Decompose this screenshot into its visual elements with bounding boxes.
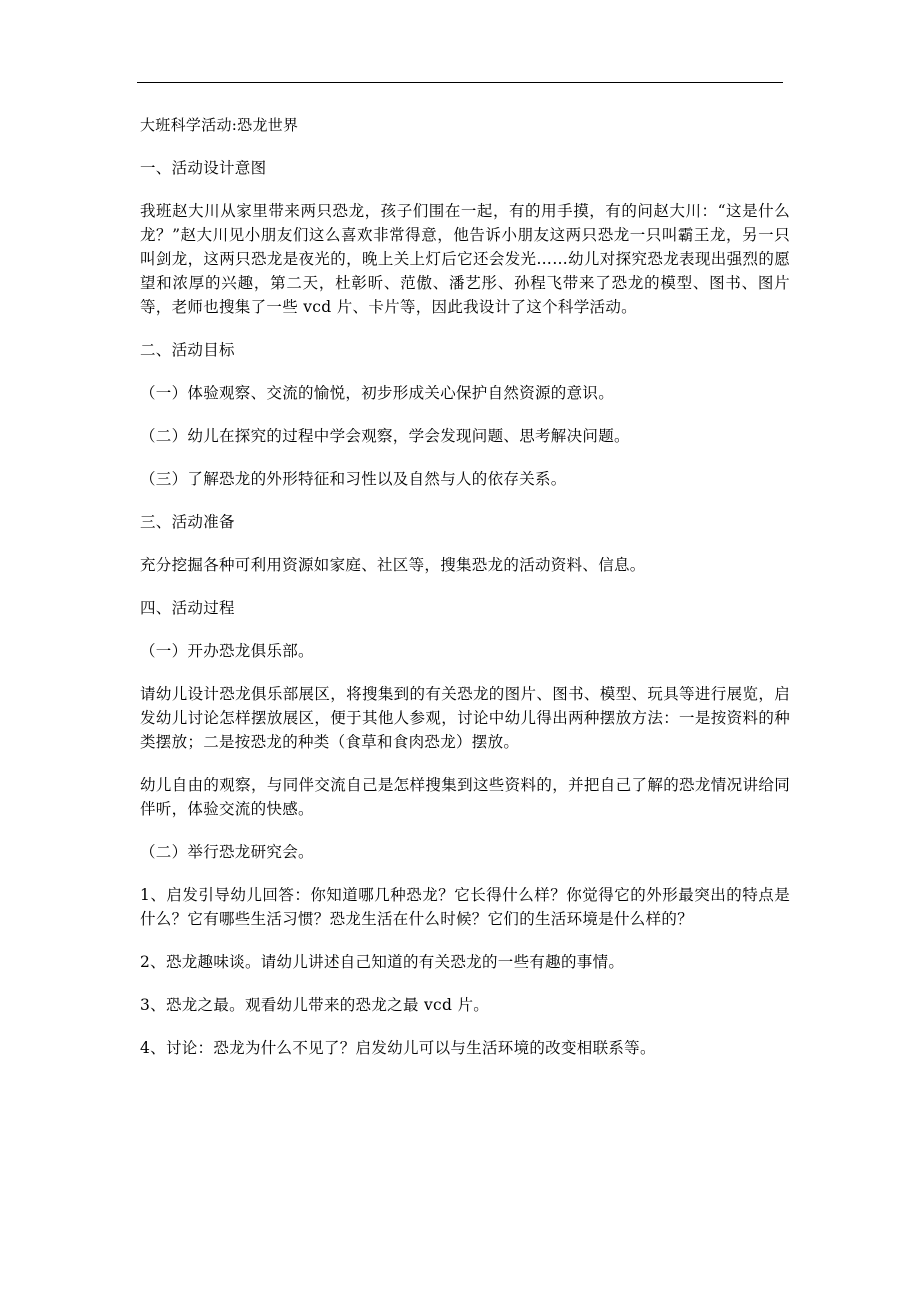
process-list-item: 2、恐龙趣味谈。请幼儿讲述自己知道的有关恐龙的一些有趣的事情。 [140,953,625,971]
document-title: 大班科学活动:恐龙世界 [140,116,299,134]
process-paragraph: 幼儿自由的观察，与同伴交流自己是怎样搜集到这些资料的，并把自己了解的恐龙情况讲给同伴听，体验交流的快感。 [140,776,790,818]
design-intent-paragraph: 我班赵大川从家里带来两只恐龙，孩子们围在一起，有的用手摸，有的问赵大川：“这是什么龙？”赵大川见小朋友们这么喜欢非常得意，他告诉小朋友这两只恐龙一只叫霸王龙，另一只叫剑龙，这两只恐龙是夜光的，晚上关上灯后它还会发光……幼儿对探究恐龙表现出强烈的愿望和浓厚的兴趣，第二天，杜彰昕、范傲、潘艺彤、孙程飞带来了恐龙的模型、图书、图片等，老师也搜集了一些 vcd 片、卡片等，因此我设计了这个科学活动。 [140,202,790,316]
process-part-heading: （一）开办恐龙俱乐部。 [140,642,314,660]
goal-item: （二）幼儿在探究的过程中学会观察，学会发现问题、思考解决问题。 [140,427,630,445]
document-body [140,113,790,1079]
section-heading-design-intent: 一、活动设计意图 [140,159,267,177]
goal-item: （三）了解恐龙的外形特征和习性以及自然与人的依存关系。 [140,470,567,488]
preparation-paragraph: 充分挖掘各种可利用资源如家庭、社区等，搜集恐龙的活动资料、信息。 [140,556,646,574]
process-paragraph: 请幼儿设计恐龙俱乐部展区，将搜集到的有关恐龙的图片、图书、模型、玩具等进行展览，启发幼儿讨论怎样摆放展区，便于其他人参观，讨论中幼儿得出两种摆放方法：一是按资料的种类摆放；二是按恐龙的种类（食草和食肉恐龙）摆放。 [140,685,790,751]
header-rule [137,82,783,83]
process-list-item: 1、启发引导幼儿回答：你知道哪几种恐龙？它长得什么样？你觉得它的外形最突出的特点是什么？它有哪些生活习惯？恐龙生活在什么时候？它们的生活环境是什么样的？ [140,886,790,928]
goal-item: （一）体验观察、交流的愉悦，初步形成关心保护自然资源的意识。 [140,384,615,402]
process-part-heading: （二）举行恐龙研究会。 [140,843,314,861]
section-heading-process: 四、活动过程 [140,599,235,617]
section-heading-preparation: 三、活动准备 [140,513,235,531]
process-list-item: 4、讨论：恐龙为什么不见了？启发幼儿可以与生活环境的改变相联系等。 [140,1039,656,1057]
process-list-item: 3、恐龙之最。观看幼儿带来的恐龙之最 vcd 片。 [140,996,490,1014]
section-heading-goals: 二、活动目标 [140,341,235,359]
